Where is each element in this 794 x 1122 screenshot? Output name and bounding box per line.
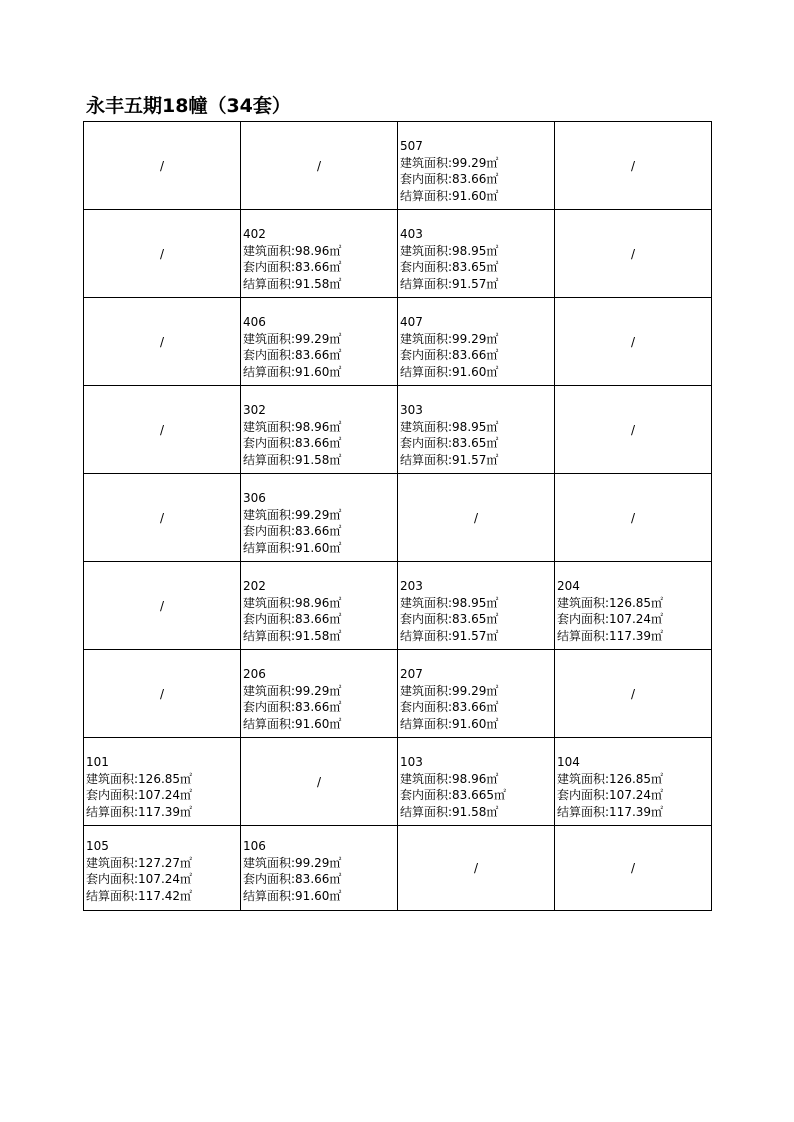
- empty-cell: [398, 474, 555, 562]
- unit-number: 206: [243, 667, 266, 681]
- building-area: 建筑面积:99.29㎡: [243, 683, 342, 698]
- empty-mark: /: [159, 510, 165, 525]
- unit-cell: [398, 210, 555, 298]
- empty-mark: /: [316, 774, 322, 789]
- unit-cell: [241, 826, 398, 911]
- empty-mark: /: [630, 422, 636, 437]
- settlement-area: 结算面积:91.58㎡: [243, 452, 342, 467]
- page-title: 永丰五期18幢（34套）: [86, 95, 291, 117]
- inner-area: 套内面积:83.66㎡: [243, 700, 342, 714]
- settlement-area: 结算面积:91.58㎡: [243, 628, 342, 643]
- table-row: [84, 386, 712, 474]
- unit-number: 507: [400, 139, 423, 153]
- inner-area: 套内面积:83.66㎡: [400, 348, 499, 362]
- empty-mark: /: [630, 158, 636, 173]
- table-row: [84, 122, 712, 210]
- settlement-area: 结算面积:91.60㎡: [243, 888, 342, 903]
- unit-info: [241, 386, 397, 468]
- inner-area: 套内面积:83.66㎡: [400, 172, 499, 186]
- unit-info: [398, 386, 554, 468]
- empty-mark: /: [630, 686, 636, 701]
- unit-cell: [555, 738, 712, 826]
- inner-area: 套内面积:83.66㎡: [243, 348, 342, 362]
- inner-area: 套内面积:83.66㎡: [243, 260, 342, 274]
- empty-mark: /: [473, 861, 479, 875]
- unit-number: 406: [243, 315, 266, 329]
- empty-cell: [555, 298, 712, 386]
- inner-area: 套内面积:83.66㎡: [243, 612, 342, 626]
- inner-area: 套内面积:83.65㎡: [400, 436, 499, 450]
- empty-mark: /: [630, 334, 636, 349]
- building-area: 建筑面积:98.95㎡: [400, 595, 499, 610]
- unit-number: 101: [86, 755, 109, 769]
- building-area: 建筑面积:98.96㎡: [243, 243, 342, 258]
- unit-number: 106: [243, 839, 266, 853]
- unit-info: [84, 826, 240, 904]
- empty-cell: [84, 650, 241, 738]
- empty-cell: [555, 386, 712, 474]
- inner-area: 套内面积:107.24㎡: [86, 872, 193, 886]
- settlement-area: 结算面积:117.39㎡: [86, 804, 193, 819]
- settlement-area: 结算面积:91.58㎡: [243, 276, 342, 291]
- empty-cell: [555, 122, 712, 210]
- settlement-area: 结算面积:91.60㎡: [400, 188, 499, 203]
- empty-mark: /: [630, 861, 636, 875]
- empty-cell: [84, 562, 241, 650]
- empty-cell: [84, 474, 241, 562]
- settlement-area: 结算面积:91.58㎡: [400, 804, 499, 819]
- unit-number: 204: [557, 579, 580, 593]
- empty-mark: /: [630, 510, 636, 525]
- unit-cell: [84, 738, 241, 826]
- empty-mark: /: [159, 334, 165, 349]
- empty-cell: [555, 650, 712, 738]
- unit-number: 203: [400, 579, 423, 593]
- unit-info: [241, 210, 397, 292]
- empty-cell: [241, 738, 398, 826]
- inner-area: 套内面积:83.66㎡: [400, 700, 499, 714]
- empty-mark: /: [473, 510, 479, 525]
- unit-number: 303: [400, 403, 423, 417]
- inner-area: 套内面积:107.24㎡: [86, 788, 193, 802]
- unit-number: 306: [243, 491, 266, 505]
- settlement-area: 结算面积:91.60㎡: [243, 716, 342, 731]
- unit-cell: [398, 650, 555, 738]
- unit-number: 302: [243, 403, 266, 417]
- unit-cell: [241, 210, 398, 298]
- unit-number: 207: [400, 667, 423, 681]
- building-area: 建筑面积:99.29㎡: [400, 683, 499, 698]
- unit-cell: [84, 826, 241, 911]
- empty-cell: [555, 826, 712, 911]
- unit-info: [398, 298, 554, 380]
- building-area: 建筑面积:99.29㎡: [243, 331, 342, 346]
- unit-info: [241, 650, 397, 732]
- inner-area: 套内面积:107.24㎡: [557, 612, 664, 626]
- unit-info: [241, 474, 397, 556]
- building-area: 建筑面积:99.29㎡: [243, 507, 342, 522]
- table-row: [84, 826, 712, 911]
- unit-cell: [398, 122, 555, 210]
- unit-number: 104: [557, 755, 580, 769]
- building-area: 建筑面积:98.96㎡: [400, 771, 499, 786]
- unit-info: [398, 122, 554, 204]
- unit-info: [398, 562, 554, 644]
- building-area: 建筑面积:98.95㎡: [400, 419, 499, 434]
- inner-area: 套内面积:83.66㎡: [243, 436, 342, 450]
- settlement-area: 结算面积:117.39㎡: [557, 804, 664, 819]
- unit-cell: [398, 562, 555, 650]
- unit-cell: [398, 386, 555, 474]
- settlement-area: 结算面积:91.60㎡: [400, 364, 499, 379]
- empty-mark: /: [630, 246, 636, 261]
- empty-cell: [555, 474, 712, 562]
- table-row: [84, 210, 712, 298]
- unit-number: 103: [400, 755, 423, 769]
- empty-mark: /: [316, 158, 322, 173]
- settlement-area: 结算面积:117.39㎡: [557, 628, 664, 643]
- empty-cell: [84, 210, 241, 298]
- empty-cell: [84, 122, 241, 210]
- unit-cell: [241, 474, 398, 562]
- settlement-area: 结算面积:91.60㎡: [243, 364, 342, 379]
- unit-info: [398, 210, 554, 292]
- building-area: 建筑面积:126.85㎡: [557, 595, 664, 610]
- unit-info: [241, 826, 397, 904]
- settlement-area: 结算面积:91.57㎡: [400, 628, 499, 643]
- unit-info: [241, 562, 397, 644]
- unit-number: 105: [86, 839, 109, 853]
- building-area: 建筑面积:127.27㎡: [86, 855, 193, 870]
- empty-mark: /: [159, 422, 165, 437]
- unit-cell: [241, 650, 398, 738]
- inner-area: 套内面积:83.665㎡: [400, 788, 507, 802]
- table-row: [84, 738, 712, 826]
- unit-cell: [555, 562, 712, 650]
- unit-cell: [241, 386, 398, 474]
- unit-info: [555, 738, 711, 820]
- empty-mark: /: [159, 158, 165, 173]
- building-area: 建筑面积:98.96㎡: [243, 419, 342, 434]
- settlement-area: 结算面积:91.57㎡: [400, 452, 499, 467]
- settlement-area: 结算面积:117.42㎡: [86, 888, 193, 903]
- empty-mark: /: [159, 686, 165, 701]
- building-area: 建筑面积:98.96㎡: [243, 595, 342, 610]
- empty-cell: [398, 826, 555, 911]
- settlement-area: 结算面积:91.60㎡: [243, 540, 342, 555]
- building-area: 建筑面积:99.29㎡: [243, 855, 342, 870]
- unit-cell: [241, 562, 398, 650]
- unit-number: 407: [400, 315, 423, 329]
- unit-cell: [241, 298, 398, 386]
- inner-area: 套内面积:83.66㎡: [243, 524, 342, 538]
- unit-table-body: [84, 122, 712, 911]
- unit-info: [84, 738, 240, 820]
- building-area: 建筑面积:126.85㎡: [557, 771, 664, 786]
- inner-area: 套内面积:107.24㎡: [557, 788, 664, 802]
- settlement-area: 结算面积:91.60㎡: [400, 716, 499, 731]
- unit-number: 202: [243, 579, 266, 593]
- inner-area: 套内面积:83.66㎡: [243, 872, 342, 886]
- unit-info: [398, 650, 554, 732]
- unit-cell: [398, 298, 555, 386]
- unit-info: [398, 738, 554, 820]
- unit-info: [241, 298, 397, 380]
- building-area: 建筑面积:99.29㎡: [400, 331, 499, 346]
- inner-area: 套内面积:83.65㎡: [400, 260, 499, 274]
- unit-number: 402: [243, 227, 266, 241]
- unit-cell: [398, 738, 555, 826]
- unit-info: [555, 562, 711, 644]
- empty-cell: [241, 122, 398, 210]
- inner-area: 套内面积:83.65㎡: [400, 612, 499, 626]
- settlement-area: 结算面积:91.57㎡: [400, 276, 499, 291]
- building-area: 建筑面积:99.29㎡: [400, 155, 499, 170]
- table-row: [84, 474, 712, 562]
- table-row: [84, 298, 712, 386]
- empty-cell: [84, 298, 241, 386]
- empty-mark: /: [159, 246, 165, 261]
- unit-number: 403: [400, 227, 423, 241]
- table-row: [84, 650, 712, 738]
- building-area: 建筑面积:98.95㎡: [400, 243, 499, 258]
- empty-mark: /: [159, 598, 165, 613]
- empty-cell: [84, 386, 241, 474]
- unit-table: [83, 121, 712, 911]
- table-row: [84, 562, 712, 650]
- building-area: 建筑面积:126.85㎡: [86, 771, 193, 786]
- empty-cell: [555, 210, 712, 298]
